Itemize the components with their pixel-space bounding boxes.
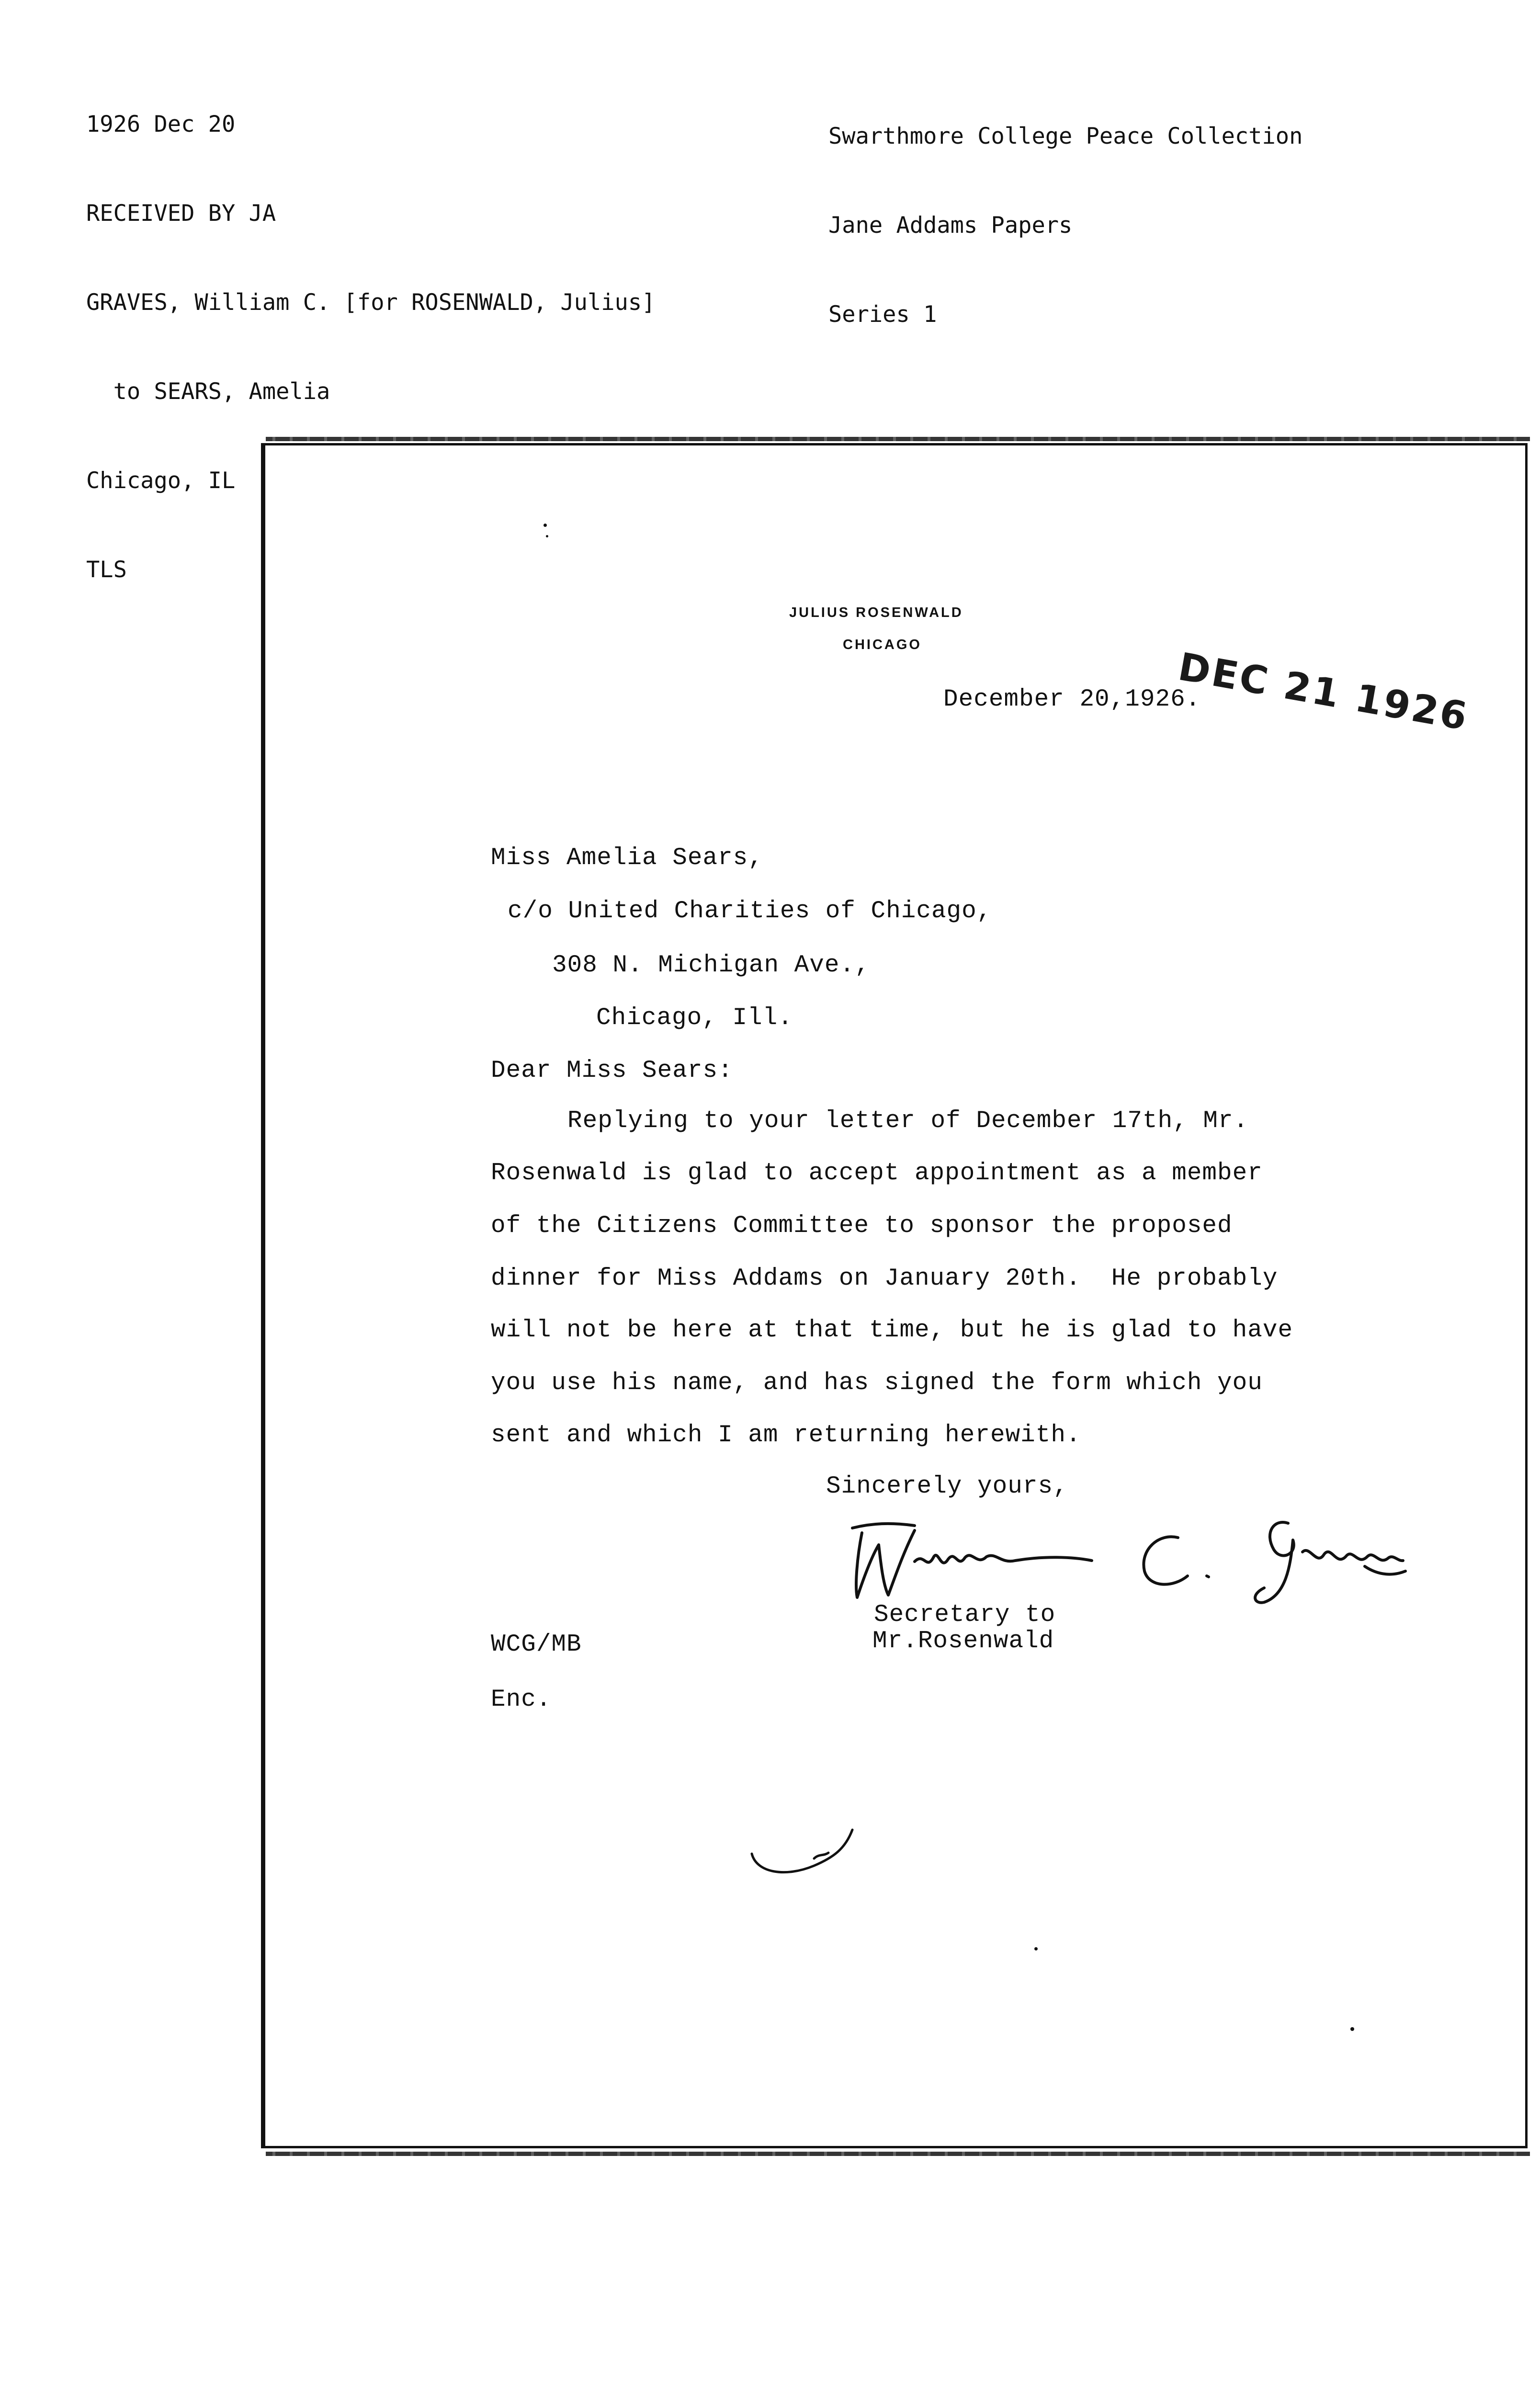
address-line-street: 308 N. Michigan Ave., xyxy=(552,952,870,979)
series-name: Series 1 xyxy=(828,301,937,328)
collection-info xyxy=(828,62,1302,359)
address-line-name: Miss Amelia Sears, xyxy=(491,844,763,872)
collection-name: Swarthmore College Peace Collection xyxy=(828,123,1303,149)
enclosure-note: Enc. xyxy=(491,1686,552,1713)
catalog-recipient: to SEARS, Amelia xyxy=(86,378,330,405)
scan-speck xyxy=(1034,1947,1038,1950)
body-line-6: you use his name, and has signed the form which you xyxy=(491,1369,1263,1397)
address-line-city: Chicago, Ill. xyxy=(596,1004,793,1032)
scan-speck xyxy=(546,535,548,537)
catalog-received: RECEIVED BY JA xyxy=(86,200,276,227)
body-line-3: of the Citizens Committee to sponsor the proposed xyxy=(491,1212,1233,1240)
catalog-author: GRAVES, William C. [for ROSENWALD, Julius] xyxy=(86,289,656,316)
address-line-organization: c/o United Charities of Chicago, xyxy=(508,898,992,925)
pen-mark xyxy=(742,1820,867,1887)
papers-name: Jane Addams Papers xyxy=(828,212,1073,239)
catalog-place: Chicago, IL xyxy=(86,468,236,494)
sheet-bottom-edge xyxy=(266,2152,1530,2156)
scan-speck xyxy=(1350,2027,1354,2031)
sheet-top-edge xyxy=(266,437,1530,441)
body-line-7: sent and which I am returning herewith. xyxy=(491,1422,1081,1449)
body-line-2: Rosenwald is glad to accept appointment as a member xyxy=(491,1160,1263,1187)
received-date-stamp: DEC 21 1926 xyxy=(1175,644,1472,740)
letterhead-city: CHICAGO xyxy=(843,637,922,652)
letter-date: December 20,1926. xyxy=(943,686,1201,713)
body-line-4: dinner for Miss Addams on January 20th. He probably xyxy=(491,1265,1278,1292)
letterhead-name: JULIUS ROSENWALD xyxy=(789,605,963,620)
salutation: Dear Miss Sears: xyxy=(491,1057,733,1084)
signer-title-line-1: Secretary to xyxy=(874,1601,1056,1629)
body-line-5: will not be here at that time, but he is glad to have xyxy=(491,1317,1293,1344)
catalog-type: TLS xyxy=(86,557,127,583)
closing: Sincerely yours, xyxy=(826,1473,1068,1500)
signer-title-line-2: Mr.Rosenwald xyxy=(872,1628,1054,1655)
reference-initials: WCG/MB xyxy=(491,1631,582,1658)
scan-speck xyxy=(544,524,547,527)
catalog-date: 1926 Dec 20 xyxy=(86,111,236,137)
body-line-1: Replying to your letter of December 17th, Mr. xyxy=(567,1107,1249,1135)
handwritten-signature xyxy=(843,1504,1408,1609)
